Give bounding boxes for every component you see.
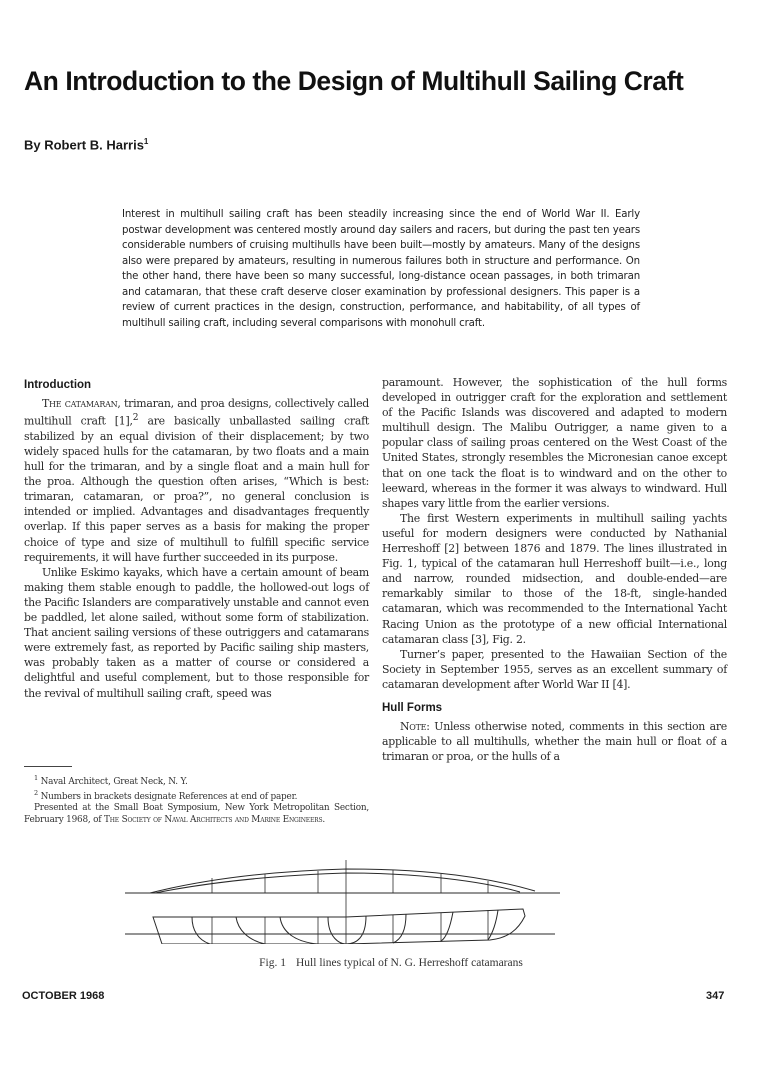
paragraph: Unlike Eskimo kayaks, which have a certain amount of beam making them stable enough to paddle, the hollowed-out logs of the Pacific Islanders are comparatively unstable and cannot even be paddled, let alone sailed, without some form of stabilization. That ancient sailing versions of these outriggers and catamarans were extremely fast, as reported by Pacific sailing ship masters, was probably taken as a matter of course or considered a delightful and useful complement, but to those responsible for the revival of multihull sailing craft, speed was xyxy=(24,565,370,700)
sheer-line xyxy=(150,869,535,893)
abstract: Interest in multihull sailing craft has been steadily increasing since the end of World War II. Early postwar development was centered mostly around day sailers and racers, but during the past ten years considerable numbers of cruising multihulls have been built—mostly by amateurs. Many of the designs also were prepared by amateurs, resulting in numerous failures both in structure and performance. On the other hand, there have been so many successful, long-distance ocean passages, in both trimaran and catamaran, that these craft deserve closer examination by professional designers. This paper is a review of current practices in the design, construction, performance, and habitability, of all types of multihull sailing craft, including several comparisons with monohull craft. xyxy=(122,209,640,329)
paragraph: The first Western experiments in multihull sailing yachts useful for modern designers were conducted by Nathanial Herreshoff [2] between 1876 and 1879. The lines illustrated in Fig. 1, typical of the catamaran hull Herreshoff built—i.e., long and narrow, rounded midsection, and double-ended—are remarkably similar to those of the 18-ft, single-handed catamaran, which was recommended to the International Yacht Racing Union as the prototype of a new official International catamaran class [3], Fig. 2. xyxy=(382,511,727,646)
figure-caption-text: Hull lines typical of N. G. Herreshoff catamarans xyxy=(296,957,523,969)
figure-caption xyxy=(0,957,782,969)
footnote-mark: 2 xyxy=(34,789,38,798)
hull-lines-figure xyxy=(110,848,690,944)
author-byline xyxy=(24,137,148,152)
footnote-mark: 1 xyxy=(143,137,149,146)
left-column xyxy=(24,378,369,701)
paragraph-text: trimaran, and proa designs, collectively called multihull craft [1], xyxy=(24,397,369,428)
footnote-mark: 1 xyxy=(34,774,38,782)
halfbreadth-stations xyxy=(212,910,488,944)
author-name: By Robert B. Harris xyxy=(24,137,144,153)
footnote-rule xyxy=(24,766,72,767)
footnote-text: Naval Architect, Great Neck, N. Y. xyxy=(40,776,188,787)
station-curves xyxy=(192,910,498,944)
article-title: An Introduction to the Design of Multihull Sailing Craft xyxy=(24,66,684,96)
presentation-note-text: Presented at the Small Boat Symposium, New York Metropolitan Section, February 1968, of xyxy=(24,803,369,825)
footnote-text: Numbers in brackets designate References at end of paper. xyxy=(40,792,298,803)
section-heading-introduction: Introduction xyxy=(24,379,92,391)
footnote xyxy=(24,773,369,788)
paragraph: Turner’s paper, presented to the Hawaiian Section of the Society in September 1955, serves as an excellent summary of catamaran development after World War II [4]. xyxy=(382,647,727,691)
society-name: The Society of Naval Architects and Marine Engineers. xyxy=(104,814,326,825)
hull-outline xyxy=(153,909,525,944)
footnote-mark: 2 xyxy=(132,413,139,424)
lead-in-text: Note: xyxy=(400,720,430,734)
presentation-note xyxy=(24,803,369,825)
paragraph-text: are basically unballasted sailing craft stabilized by an equal division of their displacement; by two widely spaced hulls for the catamaran, by two floats and a main hull for the trimaran, and by a single float and a main hull for the proa. Although the question often arises, “Which is best: trimaran, catamaran, or proa?”, no general conclusion is intended or implied. Advantages and disadvantages frequently overlap. If this paper serves as a basis for making the proper choice of type and size of multihull to fulfill specific service requirements, it will have further succeeded in its purpose. xyxy=(24,414,369,564)
section-heading-hull-forms: Hull Forms xyxy=(382,701,443,714)
footnote xyxy=(24,788,369,803)
footnotes xyxy=(24,766,369,826)
figure-number: Fig. 1 xyxy=(259,957,286,969)
paragraph: paramount. However, the sophistication of the hull forms developed in outrigger craft for the exploration and settlement of the Pacific Islands was discovered and adapted to modern multihull design. The Malibu Outrigger, a name given to a popular class of sailing proas centered on the West Coast of the United States, strongly resembles the Micronesian canoe except that on one tack the float is to windward and on the other to leeward, whereas in the former it was always to windward. Hull shapes vary little from the earlier versions. xyxy=(382,376,727,510)
right-column xyxy=(382,375,727,764)
page-number: 347 xyxy=(706,990,725,1002)
paragraph xyxy=(24,396,369,565)
paragraph-text: Unless otherwise noted, comments in this section are applicable to all multihulls, whether the main hull or float of a trimaran or proa, or the hulls of a xyxy=(382,720,727,764)
lead-in-text: The catamaran, xyxy=(42,397,121,411)
footer-issue: OCTOBER 1968 xyxy=(22,990,105,1002)
paragraph xyxy=(382,719,727,764)
